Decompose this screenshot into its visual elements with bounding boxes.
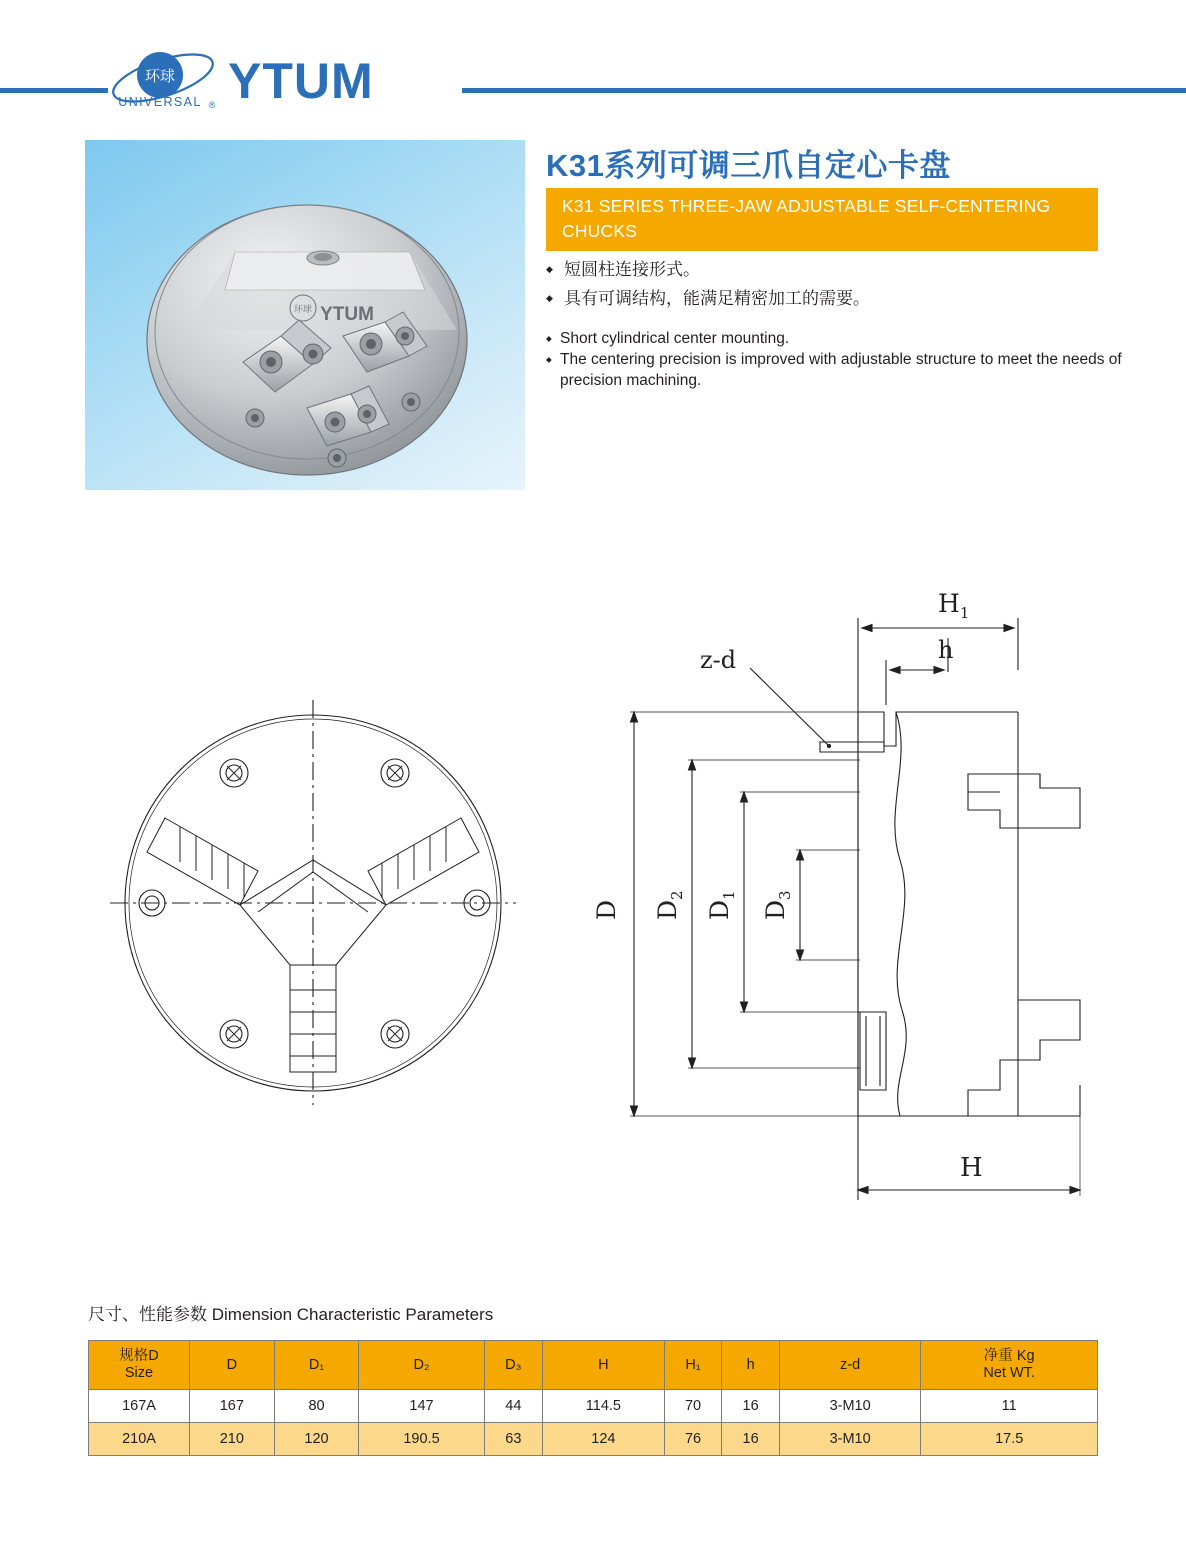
cell-D1: 120 (274, 1423, 359, 1456)
cell-H: 114.5 (543, 1390, 665, 1423)
label-H: H (960, 1153, 983, 1183)
svg-text:YTUM: YTUM (320, 304, 374, 325)
cell-H: 124 (543, 1423, 665, 1456)
cell-H1: 76 (664, 1423, 722, 1456)
th-net-weight (921, 1341, 1098, 1390)
technical-drawings (0, 560, 1186, 1240)
svg-text:UNIVERSAL: UNIVERSAL (118, 95, 202, 109)
th-z-d: z-d (779, 1341, 920, 1390)
table-row (89, 1390, 1098, 1423)
table-header-row (89, 1341, 1098, 1390)
cell-size: 167A (89, 1390, 190, 1423)
cell-H1: 70 (664, 1390, 722, 1423)
table-row (89, 1423, 1098, 1456)
cell-D2: 190.5 (359, 1423, 484, 1456)
th-net-weight-line1: 净重 Kg (983, 1348, 1035, 1364)
feature-en-1: ◆ Short cylindrical center mounting. (546, 328, 1146, 349)
product-title-cn: K31系列可调三爪自定心卡盘 (546, 148, 951, 183)
parameters-table (88, 1340, 1098, 1456)
cell-D: 210 (190, 1423, 275, 1456)
cell-D: 167 (190, 1390, 275, 1423)
label-D2: $D_2$ (653, 890, 686, 920)
features-en (546, 328, 1146, 391)
cell-h: 16 (722, 1423, 780, 1456)
cell-D2: 147 (359, 1390, 484, 1423)
feature-cn-1: ◆ 短圆柱连接形式。 (546, 255, 1186, 284)
page-header (0, 0, 1186, 130)
header-rule-left (0, 88, 108, 93)
cell-D3: 44 (484, 1390, 542, 1423)
label-z-d: z-d (700, 646, 737, 674)
brand-wordmark: YTUM (228, 53, 374, 109)
label-h: h (938, 636, 954, 664)
th-size (89, 1341, 190, 1390)
label-H1: $H_1$ (938, 589, 970, 622)
cell-size: 210A (89, 1423, 190, 1456)
header-rule-right (462, 88, 1186, 93)
th-H: H (543, 1341, 665, 1390)
cell-D1: 80 (274, 1390, 359, 1423)
svg-text:®: ® (208, 100, 216, 110)
feature-cn-2: ◆ 具有可调结构，能满足精密加工的需要。 (546, 284, 1186, 313)
feature-en-2: ◆ The centering precision is improved with adjustable structure to meet the needs of precision machining. (546, 349, 1146, 391)
th-D: D (190, 1341, 275, 1390)
th-D2: D₂ (359, 1341, 484, 1390)
label-D1: $D_1$ (705, 890, 738, 920)
universal-logo-icon (108, 48, 218, 116)
th-size-line1: 规格D (119, 1348, 159, 1364)
cell-net-weight: 11 (921, 1390, 1098, 1423)
th-size-line2: Size (124, 1365, 154, 1381)
cell-z-d: 3-M10 (779, 1390, 920, 1423)
th-D1: D₁ (274, 1341, 359, 1390)
section-view (630, 618, 1080, 1200)
features-cn (546, 255, 1186, 313)
svg-text:环球: 环球 (293, 305, 313, 315)
table-caption: 尺寸、性能参数 Dimension Characteristic Parameters (88, 1305, 494, 1324)
cell-net-weight: 17.5 (921, 1423, 1098, 1456)
svg-text:环球: 环球 (144, 67, 176, 85)
product-title-en: K31 SERIES THREE-JAW ADJUSTABLE SELF-CENTERING CHUCKS (546, 188, 1098, 251)
label-D: D (592, 899, 621, 920)
th-H1: H₁ (664, 1341, 722, 1390)
product-photo (85, 140, 525, 490)
cell-h: 16 (722, 1390, 780, 1423)
cell-z-d: 3-M10 (779, 1423, 920, 1456)
th-D3: D₃ (484, 1341, 542, 1390)
th-h: h (722, 1341, 780, 1390)
th-net-weight-line2: Net WT. (983, 1365, 1035, 1381)
label-D3: $D_3$ (761, 890, 794, 920)
front-view (110, 700, 516, 1105)
cell-D3: 63 (484, 1423, 542, 1456)
